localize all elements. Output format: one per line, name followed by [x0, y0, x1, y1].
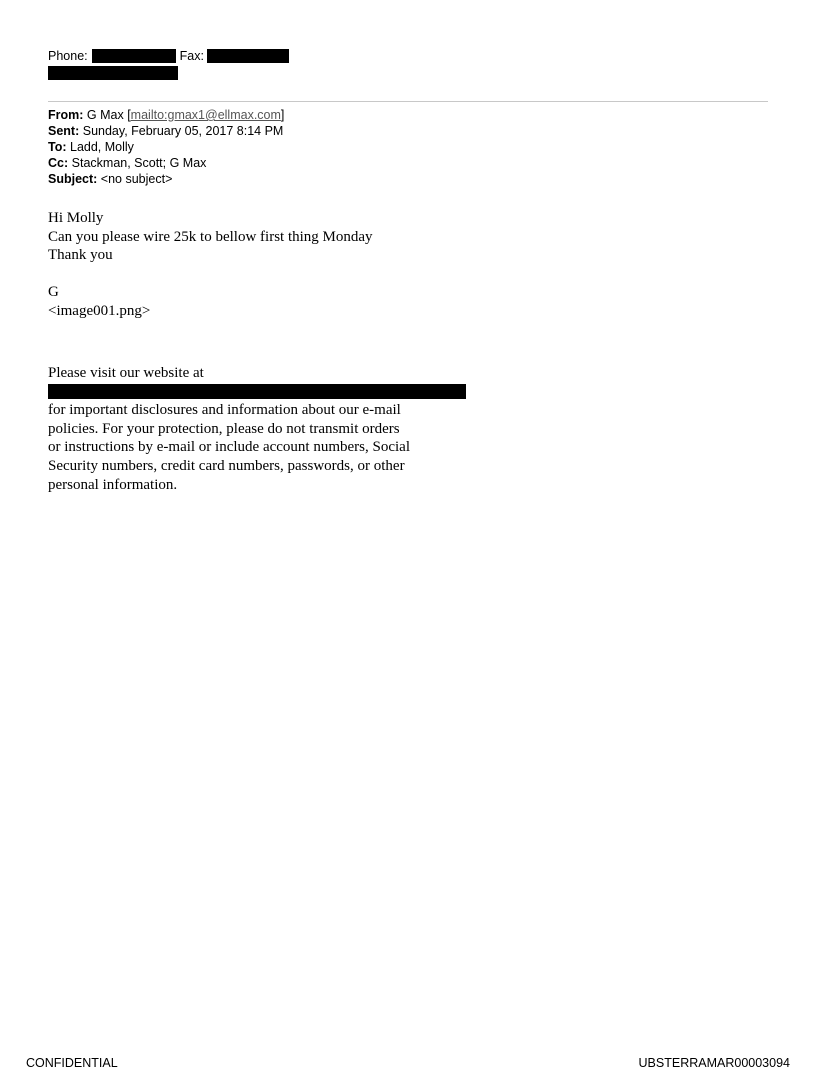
fax-label: Fax: [179, 49, 204, 63]
contact-line-2 [48, 64, 289, 80]
body-line-2: Thank you [48, 247, 113, 264]
from-row: From: G Max [mailto:gmax1@ellmax.com] [48, 108, 285, 122]
sent-value: Sunday, February 05, 2017 8:14 PM [82, 124, 284, 138]
phone-label: Phone: [48, 49, 88, 63]
redacted-fax [207, 49, 289, 63]
sent-row [48, 123, 284, 139]
from-label: From: [48, 108, 84, 122]
contact-line-phone-fax [48, 48, 289, 64]
body-greeting: Hi Molly [48, 210, 104, 226]
cc-row [48, 155, 284, 171]
email-body [48, 209, 373, 321]
disclaimer-line-2: policies. For your protection, please do not transmit orders [48, 420, 400, 437]
contact-block [48, 48, 289, 80]
disclaimer-redacted-row [48, 383, 466, 402]
to-row [48, 139, 284, 155]
disclaimer-line-5: personal information. [48, 476, 178, 493]
to-label: To: [48, 140, 67, 154]
redacted-contact-info [48, 66, 178, 80]
from-email-link[interactable]: mailto:gmax1@ellmax.com [130, 108, 281, 122]
from-name: G Max [86, 108, 124, 122]
header-divider [48, 101, 768, 102]
subject-row [48, 171, 284, 187]
body-signature: G [48, 284, 59, 301]
subject-value: <no subject> [100, 172, 173, 186]
footer-bates-number: UBSTERRAMAR00003094 [638, 1056, 790, 1070]
disclaimer-line-1: for important disclosures and information about our e-mail [48, 402, 401, 419]
attachment-reference: <image001.png> [48, 302, 151, 319]
body-line-1: Can you please wire 25k to bellow first thing Monday [48, 228, 373, 245]
footer-confidential: CONFIDENTIAL [26, 1056, 118, 1070]
disclaimer-line-3: or instructions by e-mail or include account numbers, Social [48, 439, 410, 456]
redacted-phone [92, 49, 176, 63]
subject-label: Subject: [48, 172, 98, 186]
sent-label: Sent: [48, 124, 80, 138]
disclaimer-intro: Please visit our website at [48, 365, 204, 381]
cc-label: Cc: [48, 156, 69, 170]
cc-value: Stackman, Scott; G Max [71, 156, 207, 170]
email-disclaimer [48, 364, 466, 494]
email-header [48, 107, 284, 187]
to-value: Ladd, Molly [70, 140, 134, 154]
disclaimer-line-4: Security numbers, credit card numbers, passwords, or other [48, 457, 405, 474]
redacted-website-url [48, 384, 466, 399]
